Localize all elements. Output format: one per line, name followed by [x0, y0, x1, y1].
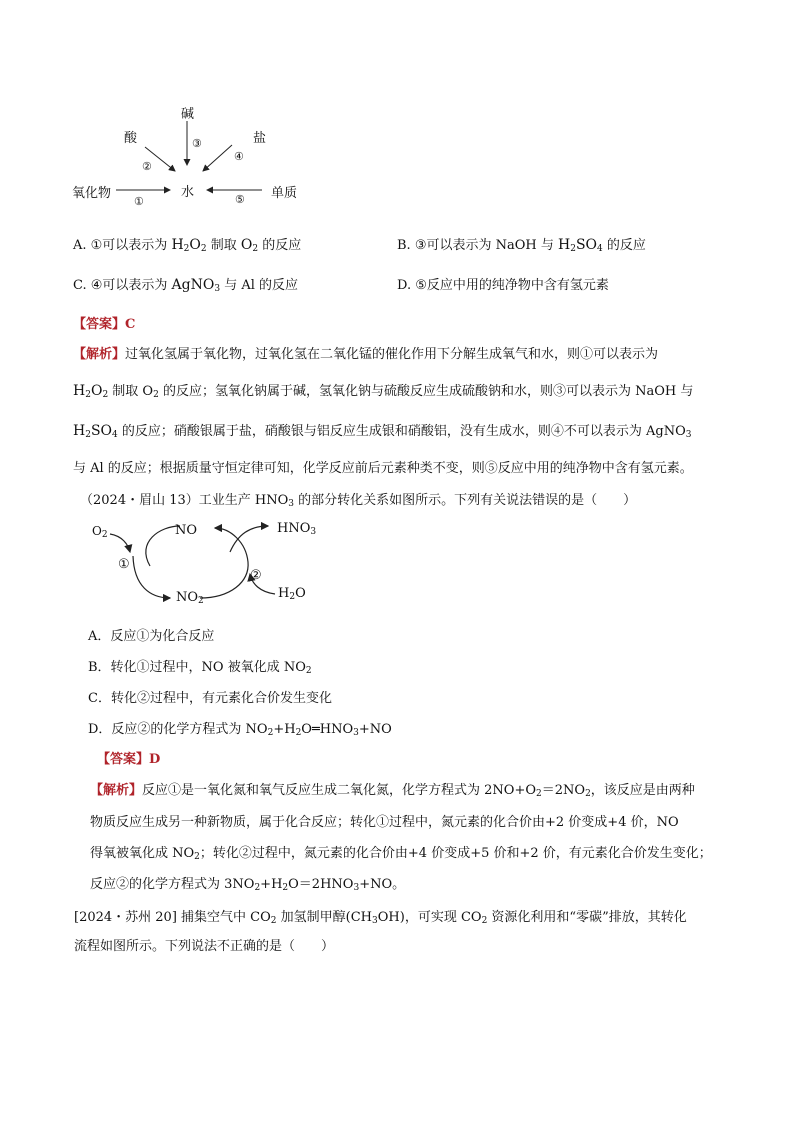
- q2-option-b: B．转化①过程中，NO 被氧化成 $NO_2$: [88, 660, 312, 676]
- num-5: ⑤: [235, 193, 245, 206]
- label-oxide: 氧化物: [72, 186, 112, 201]
- o2-arrow: [110, 534, 130, 552]
- label-no: NO: [175, 523, 198, 538]
- q1-answer: 【答案】C: [73, 317, 136, 332]
- q1-analysis-line4: 与 Al 的反应；根据质量守恒定律可知，化学反应前后元素种类不变，则⑤反应中用的纯净物中含有氢元素。: [73, 461, 693, 476]
- q1-analysis-line3: $H_2SO_4$ 的反应；硝酸银属于盐，硝酸银与铝反应生成银和硝酸铝，没有生成水，则④不可以表示为 AgNO$_3$: [73, 423, 692, 440]
- num-4: ④: [234, 150, 244, 163]
- q1-analysis-line1: 【解析】过氧化氢属于氧化物，过氧化氢在二氧化锰的催化作用下分解生成氧气和水，则①可以表示为: [73, 347, 659, 362]
- label-acid: 酸: [124, 131, 138, 146]
- q1-option-a: A. ①可以表示为 $H_2O_2$ 制取 $O_2$ 的反应: [73, 237, 302, 254]
- q2-answer: 【答案】D: [97, 752, 161, 767]
- q2-analysis-line1: 【解析】反应①是一氧化氮和氧气反应生成二氧化氮，化学方程式为 $2NO+O_2=2NO_2$，该反应是由两种: [90, 783, 695, 799]
- label-no2: $NO_2$: [176, 590, 204, 606]
- label-o2: $O_2$: [92, 524, 108, 540]
- arrow-salt-to-water: [203, 145, 232, 171]
- q2-option-d: D．反应②的化学方程式为 $NO_2+H_2O═HNO_3+NO$: [88, 722, 392, 738]
- q1-analysis-line2: $H_2O_2$ 制取 $O_2$ 的反应；氢氧化钠属于碱，氢氧化钠与硫酸反应生成硫酸钠和水，则③可以表示为 NaOH 与: [73, 383, 694, 400]
- cycle-left-arc-lower: [133, 556, 170, 598]
- num-2: ②: [142, 160, 152, 173]
- hno3-arrow: [230, 526, 268, 552]
- label-circle2: ②: [250, 568, 262, 583]
- q2-stem: （2024・眉山 13）工业生产 $HNO_3$ 的部分转化关系如图所示。下列有关说法错误的是（ ）: [80, 493, 637, 509]
- label-base: 碱: [181, 107, 195, 122]
- label-water: 水: [181, 185, 195, 200]
- label-hno3: $HNO_3$: [277, 521, 317, 537]
- num-1: ①: [134, 195, 144, 208]
- label-circle1: ①: [118, 557, 130, 572]
- q2-option-a: A．反应①为化合反应: [88, 629, 215, 644]
- cycle-right-arc: [200, 528, 248, 598]
- label-element: 单质: [271, 186, 298, 201]
- q3-stem-line2: 流程如图所示。下列说法不正确的是（ ）: [74, 939, 335, 954]
- q1-option-b: B. ③可以表示为 NaOH 与 $H_2SO_4$ 的反应: [397, 237, 646, 254]
- q3-stem-line1: [2024・苏州 20] 捕集空气中 $CO_2$ 加氢制甲醇$(CH_3OH)$，可实现 $CO_2$ 资源化利用和“零碳”排放，其转化: [74, 910, 687, 926]
- q2-analysis-line4: 反应②的化学方程式为 $3NO_2+H_2O=2HNO_3+NO$。: [90, 877, 406, 893]
- q1-option-d: D. ⑤反应中用的纯净物中含有氢元素: [397, 278, 609, 293]
- q1-option-c: C. ④可以表示为 AgNO$_3$ 与 Al 的反应: [73, 277, 299, 294]
- q2-analysis-line3: 得氧被氧化成 $NO_2$；转化②过程中，氮元素的化合价由+4 价变成+5 价和+2 价，有元素化合价发生变化；: [90, 846, 712, 862]
- label-h2o: $H_2O$: [278, 586, 306, 602]
- label-salt: 盐: [253, 131, 267, 146]
- num-3: ③: [192, 137, 202, 150]
- q2-analysis-line2: 物质反应生成另一种新物质，属于化合反应；转化①过程中，氮元素的化合价由+2 价变成+4 价，NO: [90, 815, 679, 830]
- q2-option-c: C．转化②过程中，有元素化合价发生变化: [88, 691, 332, 706]
